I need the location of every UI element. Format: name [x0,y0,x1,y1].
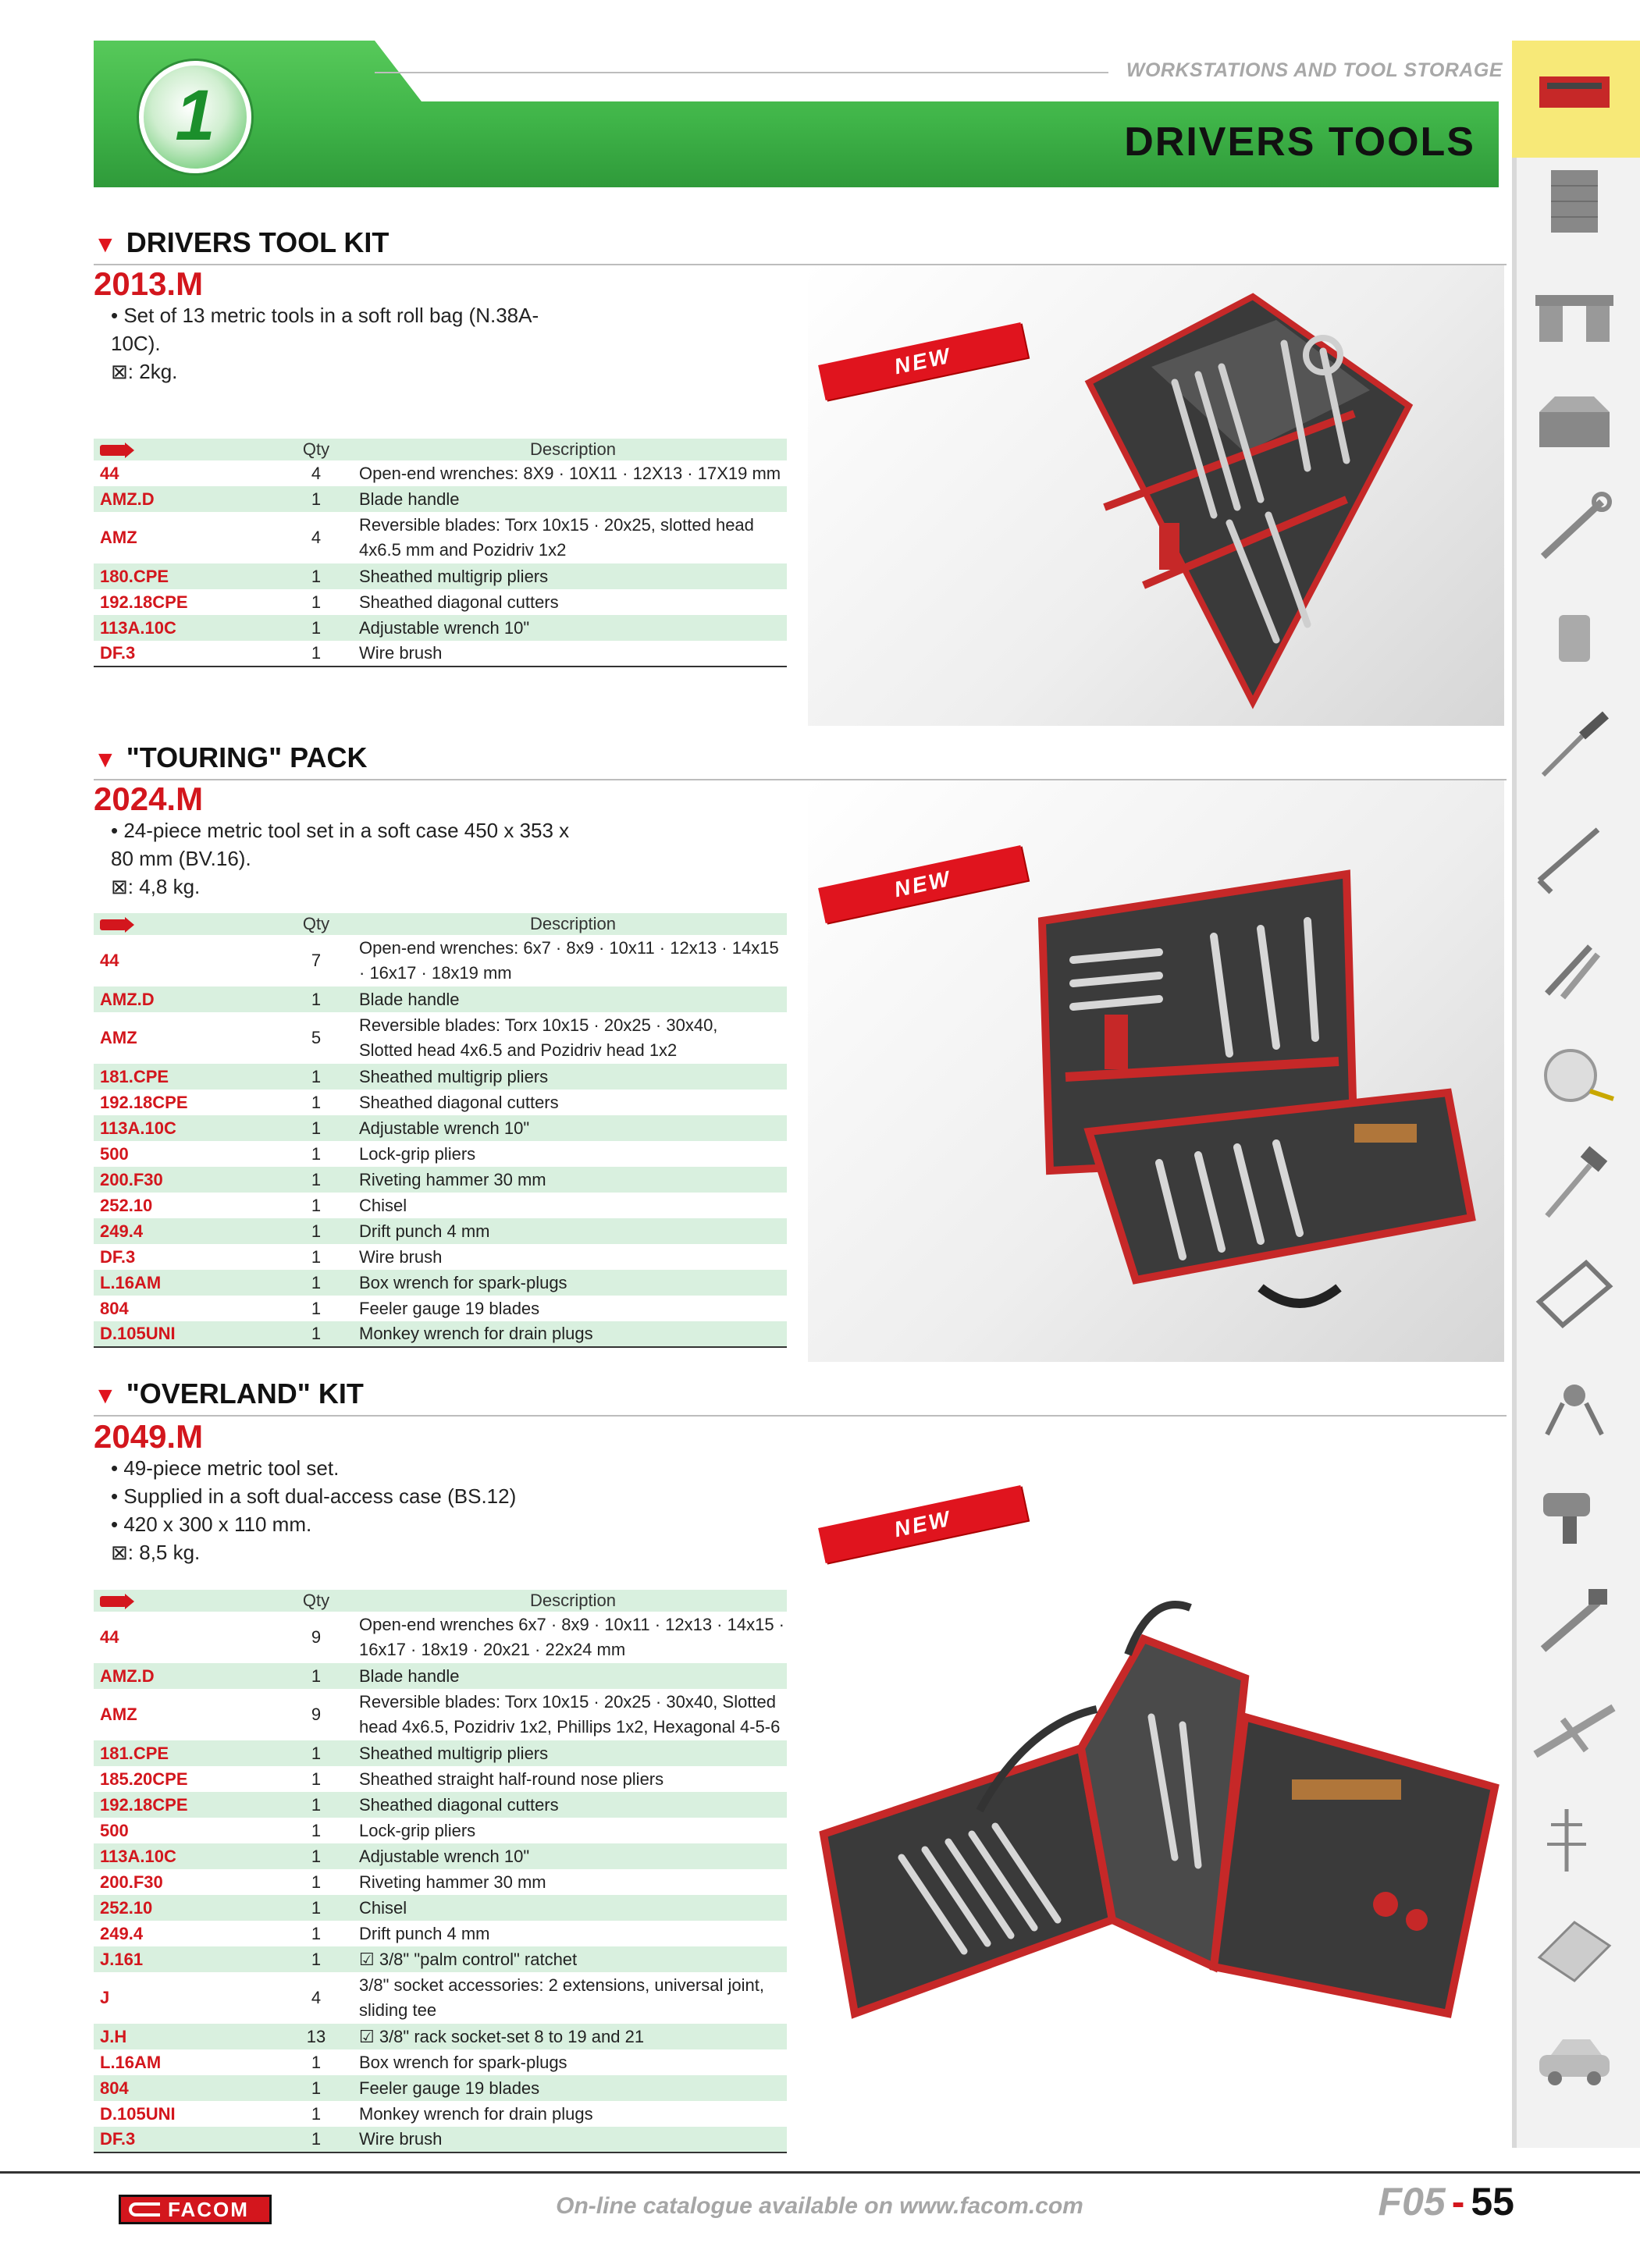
description-text: Wire brush [359,1246,443,1267]
qty-column-header: Qty [273,439,359,460]
chapter-badge [139,61,251,173]
reference-cell: 200.F30 [94,1167,273,1193]
impact-wrench-icon[interactable] [1524,1470,1625,1555]
description-text-continued: head 4x6.5, Pozidriv 1x2, Phillips 1x2, Hexagonal 4-5-6 [359,1717,781,1737]
description-cell [359,1244,787,1270]
quantity-cell: 1 [273,1740,359,1766]
table-row [94,615,787,641]
tool-box-icon[interactable] [1524,378,1625,462]
reference-cell: J.161 [94,1946,273,1972]
section-title-text: DRIVERS TOOL KIT [126,226,390,258]
description-text: Reversible blades: Torx 10x15 · 20x25 · 30x40, Slotted [359,1692,777,1712]
quantity-cell: 1 [311,1820,322,1840]
reference-cell: L.16AM [94,1270,273,1296]
table-row [94,512,787,563]
product-description [111,816,626,901]
quantity-cell: 1 [273,563,359,589]
reference-cell: 44 [100,1627,119,1647]
pliers-icon[interactable] [1524,924,1625,1008]
description-text-continued: · 16x17 · 18x19 mm [359,963,512,983]
quantity-cell: 1 [273,641,359,667]
hammer-icon[interactable] [1524,1143,1625,1227]
section-kicker: WORKSTATIONS AND TOOL STORAGE [1126,59,1503,81]
table-row [94,1766,787,1792]
description-cell [359,1740,787,1766]
reference-cell: 113A.10C [94,1115,273,1141]
quantity-cell: 1 [273,986,359,1012]
roll-bag-illustration [808,265,1504,726]
table-row [94,1270,787,1296]
puller-icon[interactable] [1524,1361,1625,1445]
description-cell [359,1270,787,1296]
description-cell [359,1689,787,1740]
reference-cell: 181.CPE [94,1740,273,1766]
description-line: • 420 x 300 x 110 mm. [111,1513,312,1536]
quantity-cell: 1 [273,1218,359,1244]
reference-cell: DF.3 [94,2127,273,2152]
description-text: Blade handle [359,1665,460,1686]
description-text: Blade handle [359,989,460,1009]
description-cell [359,2127,787,2152]
reference-cell: AMZ [100,528,137,547]
table-row [94,589,787,615]
reference-cell: AMZ [100,1705,137,1724]
description-text: ☑ 3/8" rack socket-set 8 to 19 and 21 [359,2026,645,2046]
description-cell [359,1167,787,1193]
table-row [94,1612,787,1663]
table-row [94,641,787,667]
reference-cell: J.H [94,2024,273,2049]
description-text: Drift punch 4 mm [359,1923,490,1943]
table-row [94,1321,787,1347]
table-row [94,1818,787,1843]
cutting-mat-icon[interactable] [1524,1907,1625,1992]
description-cell [359,1869,787,1895]
table-row [94,1218,787,1244]
description-text: Sheathed multigrip pliers [359,1066,549,1086]
description-text: Blade handle [359,489,460,509]
description-cell [359,1946,787,1972]
table-row [94,2075,787,2101]
page-number [1343,2179,1514,2224]
quantity-cell: 1 [311,1246,322,1267]
description-text: Feeler gauge 19 blades [359,1298,540,1318]
catalogue-link-text: On-line catalogue available on www.facom.com [556,2193,1083,2219]
reference-cell: 804 [100,1298,129,1318]
description-text: Adjustable wrench 10" [359,617,530,638]
triangle-bullet-icon: ▼ [94,1383,117,1409]
quantity-cell: 1 [311,1195,322,1215]
table-row [94,1972,787,2024]
reference-cell: AMZ.D [94,986,273,1012]
quantity-cell: 4 [311,463,322,483]
reference-column-header [94,439,273,460]
reference-cell: L.16AM [100,2052,162,2072]
reference-cell: 113A.10C [94,1843,273,1869]
description-cell [359,1321,787,1347]
product-description [111,1454,626,1566]
description-cell [359,1193,787,1218]
reference-cell: 200.F30 [100,1872,163,1892]
table-row [94,1921,787,1946]
description-text: ☑ 3/8" "palm control" ratchet [359,1949,578,1969]
reference-cell: 192.18CPE [100,1092,188,1112]
description-text: Sheathed straight half-round nose pliers [359,1769,664,1789]
description-text: Riveting hammer 30 mm [359,1872,546,1892]
table-row [94,1740,787,1766]
aircraft-icon[interactable] [1524,1689,1625,1773]
table-row [94,986,787,1012]
description-cell [359,986,787,1012]
description-text: Reversible blades: Torx 10x15 · 20x25 · 30x40, [359,1015,718,1035]
description-line: ⊠: 2kg. [111,360,178,383]
quantity-cell: 9 [311,1627,322,1647]
description-text: Wire brush [359,643,443,663]
quantity-cell: 1 [273,1663,359,1689]
description-cell [359,615,787,641]
components-table [94,439,787,667]
description-cell [359,1612,787,1663]
description-text: Open-end wrenches: 6x7 · 8x9 · 10x11 · 12x13 · 14x15 [359,938,779,958]
components-table [94,913,787,1348]
quantity-cell: 7 [311,951,322,970]
description-text: Adjustable wrench 10" [359,1846,530,1866]
reference-cell: 181.CPE [94,1064,273,1090]
table-row [94,1141,787,1167]
table-row [94,2127,787,2152]
reference-column-header [94,1590,273,1612]
description-cell [359,935,787,986]
table-row [94,563,787,589]
description-cell [359,1818,787,1843]
reference-cell: D.105UNI [94,1321,273,1347]
description-text-continued: 16x17 · 18x19 · 20x21 · 22x24 mm [359,1640,626,1659]
product-code: 2049.M [94,1418,204,1455]
description-text-continued: sliding tee [359,2000,437,2020]
reference-arrow-icon [100,445,126,456]
table-row [94,1167,787,1193]
description-column-header: Description [359,1590,787,1612]
description-text: Riveting hammer 30 mm [359,1169,546,1189]
reference-arrow-icon [100,1596,126,1607]
description-cell [359,563,787,589]
description-line: 80 mm (BV.16). [111,847,251,870]
reference-cell: 804 [94,2075,273,2101]
new-badge: NEW [818,1485,1028,1563]
description-cell [359,1766,787,1792]
quantity-cell: 1 [273,1270,359,1296]
table-row [94,1792,787,1818]
description-text: Feeler gauge 19 blades [359,2078,540,2098]
description-text: Adjustable wrench 10" [359,1118,530,1138]
quantity-cell: 1 [273,2075,359,2101]
quantity-cell: 1 [311,592,322,612]
quantity-cell: 1 [311,1143,322,1164]
reference-cell: 185.20CPE [100,1769,188,1789]
header-divider [375,72,1108,73]
description-text: Open-end wrenches: 8X9 · 10X11 · 12X13 · 17X19 mm [359,463,781,483]
description-cell [359,512,787,563]
table-row [94,1663,787,1689]
quantity-cell: 1 [273,1792,359,1818]
description-cell [359,2101,787,2127]
description-text: Wire brush [359,2129,443,2149]
description-cell [359,1792,787,1818]
reference-arrow-icon [100,919,126,930]
quantity-cell: 4 [311,1988,322,2007]
product-photo-overland-case [808,1420,1504,2162]
description-text: Sheathed multigrip pliers [359,1743,549,1763]
components-table [94,1590,787,2153]
description-cell [359,1972,787,2024]
reference-cell: 500 [100,1820,129,1840]
reference-cell: 252.10 [94,1895,273,1921]
page-number-value: 55 [1471,2180,1514,2224]
section-title-text: "TOURING" PACK [126,741,368,773]
table-row [94,1895,787,1921]
facom-logo [119,2195,272,2224]
description-text: Open-end wrenches 6x7 · 8x9 · 10x11 · 12x13 · 14x15 · [359,1615,785,1634]
qty-column-header: Qty [273,913,359,935]
description-text: Monkey wrench for drain plugs [359,2103,593,2124]
facom-mark-icon [129,2202,160,2216]
quantity-cell: 9 [311,1705,322,1724]
description-cell [359,1895,787,1921]
hex-key-screwdriver-icon[interactable] [1524,815,1625,899]
description-line: 10C). [111,332,161,355]
quantity-cell: 1 [311,1092,322,1112]
description-text: 3/8" socket accessories: 2 extensions, universal joint, [359,1975,764,1995]
table-row [94,1296,787,1321]
description-cell [359,1296,787,1321]
description-text: Lock-grip pliers [359,1820,476,1840]
description-cell [359,1663,787,1689]
quantity-cell: 1 [311,2052,322,2072]
table-row [94,935,787,986]
table-row [94,2024,787,2049]
description-cell [359,1064,787,1090]
reference-cell: AMZ [100,1028,137,1047]
description-cell [359,1141,787,1167]
table-row [94,1843,787,1869]
description-text: Box wrench for spark-plugs [359,2052,567,2072]
quantity-cell: 1 [311,1872,322,1892]
reference-cell: 500 [100,1143,129,1164]
description-text: Chisel [359,1195,407,1215]
description-cell [359,1090,787,1115]
screwdriver-icon[interactable] [1524,706,1625,790]
description-line: • Supplied in a soft dual-access case (BS.12) [111,1484,517,1508]
quantity-cell: 4 [311,528,322,547]
chapter-number: 1 [175,76,215,155]
triangle-bullet-icon: ▼ [94,747,117,773]
description-cell [359,641,787,667]
reference-cell: 180.CPE [94,563,273,589]
reference-cell: 44 [100,463,119,483]
reference-cell: 249.4 [94,1218,273,1244]
section-rule [94,1415,1507,1417]
reference-cell: 44 [100,951,119,970]
electrical-insulated-icon[interactable] [1524,1798,1625,1882]
facom-wordmark: FACOM [168,2197,249,2221]
table-row [94,2049,787,2075]
section-title-overland-kit [94,1378,364,1410]
quantity-cell: 1 [311,1923,322,1943]
footer-rule [0,2171,1640,2174]
table-row [94,460,787,486]
quantity-cell: 1 [311,1298,322,1318]
table-row [94,2101,787,2127]
table-row [94,1869,787,1895]
description-cell [359,1843,787,1869]
strip-divider [1512,41,1517,2148]
page-separator: - [1451,2180,1465,2224]
quantity-cell: 1 [273,1321,359,1347]
pipe-wrench-icon[interactable] [1524,1580,1625,1664]
reference-cell: AMZ.D [94,1663,273,1689]
table-row [94,1244,787,1270]
section-title-text: "OVERLAND" KIT [126,1378,364,1410]
qty-column-header: Qty [273,1590,359,1612]
description-text: Sheathed diagonal cutters [359,592,559,612]
description-text: Drift punch 4 mm [359,1221,490,1241]
quantity-cell: 1 [311,2103,322,2124]
reference-cell: AMZ.D [94,486,273,512]
reference-cell: D.105UNI [100,2103,176,2124]
description-text: Chisel [359,1897,407,1918]
description-cell [359,589,787,615]
description-line: • 49-piece metric tool set. [111,1456,340,1480]
table-row [94,1090,787,1115]
reference-cell: DF.3 [100,1246,136,1267]
description-cell [359,486,787,512]
table-row [94,1689,787,1740]
description-text: Reversible blades: Torx 10x15 · 20x25, slotted head [359,515,754,535]
description-cell [359,1218,787,1244]
quantity-cell: 1 [273,1167,359,1193]
table-row [94,486,787,512]
product-code: 2013.M [94,265,204,302]
description-text: Box wrench for spark-plugs [359,1272,567,1292]
description-text: Sheathed multigrip pliers [359,566,549,586]
reference-cell: J [100,1988,110,2007]
description-cell [359,2049,787,2075]
description-column-header: Description [359,913,787,935]
workbench-icon[interactable] [1524,268,1625,353]
table-row [94,1012,787,1064]
quantity-cell: 1 [273,615,359,641]
quantity-cell: 13 [273,2024,359,2049]
reference-cell: 192.18CPE [100,592,188,612]
description-text: Sheathed diagonal cutters [359,1092,559,1112]
reference-cell: 249.4 [100,1923,144,1943]
description-line: • Set of 13 metric tools in a soft roll bag (N.38A- [111,304,539,327]
reference-cell: 113A.10C [94,615,273,641]
section-title-drivers-tool-kit [94,226,389,259]
description-text-continued: Slotted head 4x6.5 and Pozidriv head 1x2 [359,1040,678,1060]
product-code: 2024.M [94,780,204,817]
description-line: ⊠: 8,5 kg. [111,1541,201,1564]
product-photo-touring-case [808,780,1504,1362]
page-prefix: F05 [1378,2180,1446,2224]
socket-icon[interactable] [1524,596,1625,681]
description-cell [359,1921,787,1946]
description-text: Sheathed diagonal cutters [359,1794,559,1815]
quantity-cell: 1 [273,1064,359,1090]
hacksaw-icon[interactable] [1524,1252,1625,1336]
description-line: ⊠: 4,8 kg. [111,875,201,898]
new-badge: NEW [818,845,1028,923]
tape-measure-icon[interactable] [1524,1033,1625,1118]
description-column-header: Description [359,439,787,460]
product-photo-roll-bag [808,265,1504,726]
reference-cell: DF.3 [94,641,273,667]
reference-column-header [94,913,273,935]
quantity-cell: 1 [273,1115,359,1141]
table-row [94,1064,787,1090]
description-text: Monkey wrench for drain plugs [359,1324,593,1343]
reference-cell: 192.18CPE [94,1792,273,1818]
description-cell [359,1012,787,1064]
description-cell [359,2024,787,2049]
car-icon[interactable] [1524,2017,1625,2101]
table-row [94,1115,787,1141]
section-title-touring-pack [94,741,368,774]
spanner-icon[interactable] [1524,487,1625,571]
description-cell [359,460,787,486]
product-description [111,301,626,386]
quantity-cell: 1 [273,1895,359,1921]
quantity-cell: 1 [273,2127,359,2152]
table-row [94,1946,787,1972]
workstation-tray-icon[interactable] [1524,50,1625,134]
new-badge: NEW [818,322,1028,400]
quantity-cell: 1 [273,1946,359,1972]
description-text-continued: 4x6.5 mm and Pozidriv 1x2 [359,540,567,560]
tool-trolley-icon[interactable] [1524,159,1625,244]
quantity-cell: 5 [311,1028,322,1047]
description-cell [359,2075,787,2101]
page-title: DRIVERS TOOLS [1124,119,1475,165]
description-cell [359,1115,787,1141]
description-text: Lock-grip pliers [359,1143,476,1164]
quantity-cell: 1 [273,486,359,512]
quantity-cell: 1 [273,1843,359,1869]
table-row [94,1193,787,1218]
quantity-cell: 1 [311,1769,322,1789]
reference-cell: 252.10 [100,1195,153,1215]
description-line: • 24-piece metric tool set in a soft case 450 x 353 x [111,819,570,842]
triangle-bullet-icon: ▼ [94,232,117,258]
